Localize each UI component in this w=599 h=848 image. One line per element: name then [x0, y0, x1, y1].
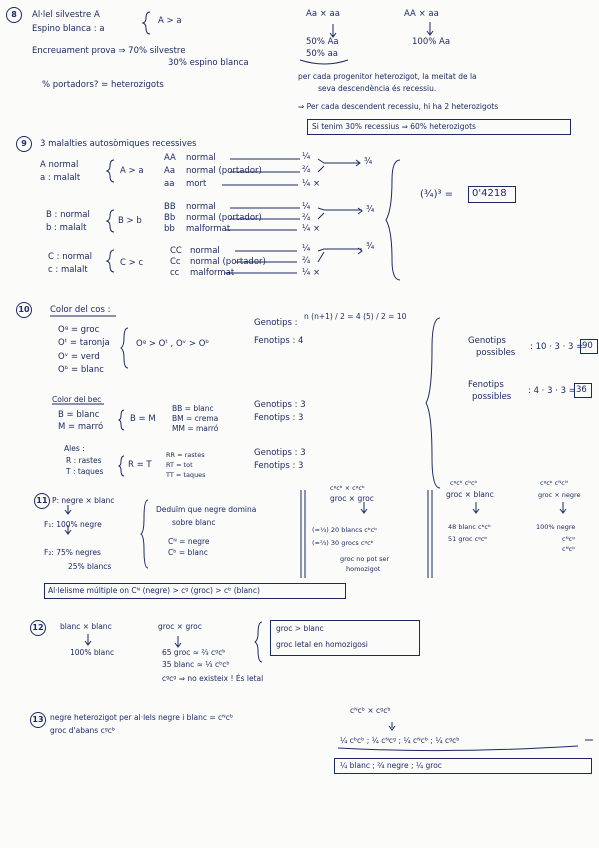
p9-bb: bb: [164, 224, 175, 234]
p11-far-2: groc × negre: [538, 491, 581, 499]
p10-order: Oᵍ > Oᵗ , Oᵛ > Oᵇ: [136, 339, 210, 349]
p9-aa-type: mort: [186, 179, 207, 189]
p9-B-normal: B : normal: [46, 210, 90, 220]
p11-deduce-4: Cᵇ = blanc: [168, 548, 208, 557]
p9-cc: cc: [170, 268, 180, 278]
p10-ales-1: R : rastes: [66, 456, 102, 465]
p10-bec-fenotips: Fenotips : 3: [254, 413, 304, 423]
p9-Bb: Bb: [164, 213, 176, 223]
p9-BB: BB: [164, 202, 176, 212]
p11-deduce-2: sobre blanc: [172, 518, 216, 527]
p8-cross-1: Aa × aa: [306, 9, 340, 19]
p11-f1: F₁: 100% negre: [44, 520, 102, 529]
p10-title: Color del cos :: [50, 305, 111, 315]
problem-10-number: 10: [16, 302, 32, 318]
p11-far-5: cᴺcᵇ: [562, 545, 575, 553]
p10-allele-2: Oᵗ = taronja: [58, 338, 110, 348]
p10-formula: n (n+1) / 2 = 4 (5) / 2 = 10: [304, 312, 407, 321]
p8-reason-3: ⇒ Per cada descendent recessiu, hi ha 2 heterozigots: [298, 102, 499, 111]
p11-right-2: groc × blanc: [446, 490, 494, 499]
p10-bec-g2: BM = crema: [172, 414, 219, 423]
p12-yellow-2: 35 blanc ≈ ⅓ cᵇcᵇ: [162, 660, 230, 669]
p9-CC: CC: [170, 246, 182, 256]
p11-mid-1: cᵍcᵇ × cᵍcᵇ: [330, 484, 365, 492]
p8-reason-1: per cada progenitor heterozigot, la meitat de la: [298, 72, 477, 81]
p9-C-result: ¾: [366, 242, 375, 252]
p11-summary: Al·lelisme múltiple on Cᴺ (negre) > cᵍ (groc) > cᵇ (blanc): [48, 586, 260, 595]
p10-ales-g2: RT = tot: [166, 461, 193, 469]
p10-genotips-label: Genotips :: [254, 318, 298, 328]
p9-cc-frac: ¼ ×: [302, 268, 321, 278]
p8-result: Si tenim 30% recessius ⇒ 60% heterozigots: [312, 122, 476, 131]
p10-bec-1: B = blanc: [58, 410, 100, 420]
p9-Cc-frac: ²⁄₄: [302, 256, 311, 266]
p12-yellow-1: 65 groc ≈ ⅔ cᵍcᵇ: [162, 648, 226, 657]
p12-cross-white: blanc × blanc: [60, 622, 112, 631]
p10-bec-dom: B = M: [130, 414, 156, 424]
p9-Bb-frac: ²⁄₄: [302, 213, 311, 223]
p11-mid-6: homozigot: [346, 565, 381, 573]
p8-cross-1-r2: 50% aa: [306, 49, 339, 59]
p8-dominance: A > a: [158, 16, 182, 26]
p11-f2b: 25% blancs: [68, 562, 112, 571]
p11-parents: P: negre × blanc: [52, 496, 115, 505]
p10-bec-g1: BB = blanc: [172, 404, 214, 413]
p11-mid-5: groc no pot ser: [340, 555, 390, 563]
p11-mid-2: groc × groc: [330, 494, 374, 503]
p10-fp-value: : 4 · 3 · 3 =: [528, 386, 576, 396]
p13-result: ¼ cᵇcᵇ ; ¼ cᴺcᵍ ; ¼ cᴺcᵇ ; ¼ cᵍcᵇ: [340, 736, 460, 745]
p8-allele-hawthorn: Espino blanca : a: [32, 24, 105, 34]
p11-right-1: cᵍcᵇ cᵇcᵇ: [450, 479, 478, 487]
p9-formula: (¾)³ =: [420, 189, 454, 200]
p9-B-dom: B > b: [118, 216, 142, 226]
p11-right-4: 51 groc cᵍcᵇ: [448, 535, 488, 543]
p10-allele-1: Oᵍ = groc: [58, 325, 100, 335]
p10-ales-2: T : taques: [66, 467, 104, 476]
p10-bec-2: M = marró: [58, 422, 104, 432]
p9-BB-frac: ¼: [302, 202, 311, 212]
p8-cross-2: AA × aa: [404, 9, 439, 19]
p10-ales-genotips: Genotips : 3: [254, 448, 306, 458]
p10-gp-answer: 90: [582, 341, 593, 351]
p9-cc-type: malformat: [190, 268, 235, 278]
p8-test-cross-2: 30% espino blanca: [168, 58, 249, 68]
p8-allele-wild: Al·lel silvestre A: [32, 10, 100, 20]
p12-box-2: groc letal en homozigosi: [276, 640, 368, 649]
p10-gp-value: : 10 · 3 · 3 =: [530, 342, 584, 352]
p10-gp-label-2: possibles: [476, 348, 516, 358]
p9-bb-type: malformat: [186, 224, 231, 234]
p11-far-3: 100% negre: [536, 523, 576, 531]
p9-A-dom: A > a: [120, 166, 144, 176]
p9-title: 3 malalties autosòmiques recessives: [40, 139, 197, 149]
p11-far-1: cᵍcᵇ cᴺcᴺ: [540, 479, 568, 487]
p11-mid-4: (≈⅔) 30 grocs cᵍcᵇ: [312, 539, 374, 547]
p10-ales-fenotips: Fenotips : 3: [254, 461, 304, 471]
problem-11-number: 11: [34, 493, 50, 509]
p10-ales-dom: R = T: [128, 460, 152, 470]
p13-final: ¼ blanc ; ²⁄₄ negre ; ¼ groc: [340, 761, 442, 770]
p10-fp-label-2: possibles: [472, 392, 512, 402]
p10-allele-4: Oᵇ = blanc: [58, 365, 104, 375]
p9-AA-frac: ¼: [302, 152, 311, 162]
p9-Bb-type: normal (portador): [186, 213, 262, 223]
p11-far-4: cᴺcᵍ: [562, 535, 575, 543]
p12-yellow-3: cᵍcᵍ ⇒ no existeix ! És letal: [162, 674, 264, 683]
p9-Aa: Aa: [164, 166, 176, 176]
p9-C-normal: C : normal: [48, 252, 92, 262]
p10-ales-g1: RR = rastes: [166, 451, 205, 459]
p9-aa-frac: ¼ ×: [302, 179, 321, 189]
p11-deduce-3: Cᴺ = negre: [168, 537, 210, 546]
p9-BB-type: normal: [186, 202, 216, 212]
problem-9-number: 9: [16, 136, 32, 152]
p9-c-ill: c : malalt: [48, 265, 88, 275]
problem-12-number: 12: [30, 620, 46, 636]
p13-line-1: negre heterozigot per al·lels negre i blanc = cᴺcᵇ: [50, 713, 234, 722]
p13-line-2: groc d'abans cᵍcᵇ: [50, 726, 116, 735]
problem-13-number: 13: [30, 712, 46, 728]
p9-a-ill: a : malalt: [40, 173, 81, 183]
p10-fp-answer: 36: [576, 385, 587, 395]
p8-reason-2: seva descendència és recessiu.: [318, 84, 437, 93]
p9-CC-frac: ¼: [302, 244, 311, 254]
p10-ales-title: Ales :: [64, 444, 85, 453]
p10-allele-3: Oᵛ = verd: [58, 352, 100, 362]
p9-A-result: ¾: [364, 157, 373, 167]
p9-Cc-type: normal (portador): [190, 257, 266, 267]
problem-8-number: 8: [6, 7, 22, 23]
p10-fp-label-1: Fenotips: [468, 380, 504, 390]
p11-mid-3: (≈⅓) 20 blancs cᵇcᵇ: [312, 526, 377, 534]
p9-CC-type: normal: [190, 246, 220, 256]
p8-carriers: % portadors? = heterozigots: [42, 80, 164, 90]
p12-white-result: 100% blanc: [70, 648, 115, 657]
p12-box-1: groc > blanc: [276, 624, 324, 633]
p13-cross: cᴺcᵇ × cᵍcᵇ: [350, 706, 391, 715]
p10-gp-label-1: Genotips: [468, 336, 506, 346]
p12-cross-yellow: groc × groc: [158, 622, 202, 631]
p9-Aa-frac: ²⁄₄: [302, 165, 311, 175]
p9-aa: aa: [164, 179, 175, 189]
p9-Cc: Cc: [170, 257, 181, 267]
p8-cross-2-r1: 100% Aa: [412, 37, 451, 47]
p8-test-cross: Encreuament prova ⇒ 70% silvestre: [32, 46, 186, 56]
p10-bec-genotips: Genotips : 3: [254, 400, 306, 410]
p8-cross-1-r1: 50% Aa: [306, 37, 339, 47]
p9-AA-type: normal: [186, 153, 216, 163]
p9-b-ill: b : malalt: [46, 223, 87, 233]
p9-answer: 0'4218: [472, 188, 507, 199]
p9-Aa-type: normal (portador): [186, 166, 262, 176]
p11-f2a: F₂: 75% negres: [44, 548, 101, 557]
p9-bb-frac: ¼ ×: [302, 224, 321, 234]
p11-right-3: 48 blanc cᵇcᵇ: [448, 523, 491, 531]
p9-A-normal: A normal: [40, 160, 79, 170]
p10-ales-g3: TT = taques: [166, 471, 206, 479]
p9-AA: AA: [164, 153, 176, 163]
p10-bec-g3: MM = marró: [172, 424, 219, 433]
p9-B-result: ¾: [366, 205, 375, 215]
p9-C-dom: C > c: [120, 258, 144, 268]
p10-bec-title: Color del bec: [52, 395, 102, 404]
p11-deduce-1: Deduïm que negre domina: [156, 505, 257, 514]
p10-fenotips: Fenotips : 4: [254, 336, 304, 346]
